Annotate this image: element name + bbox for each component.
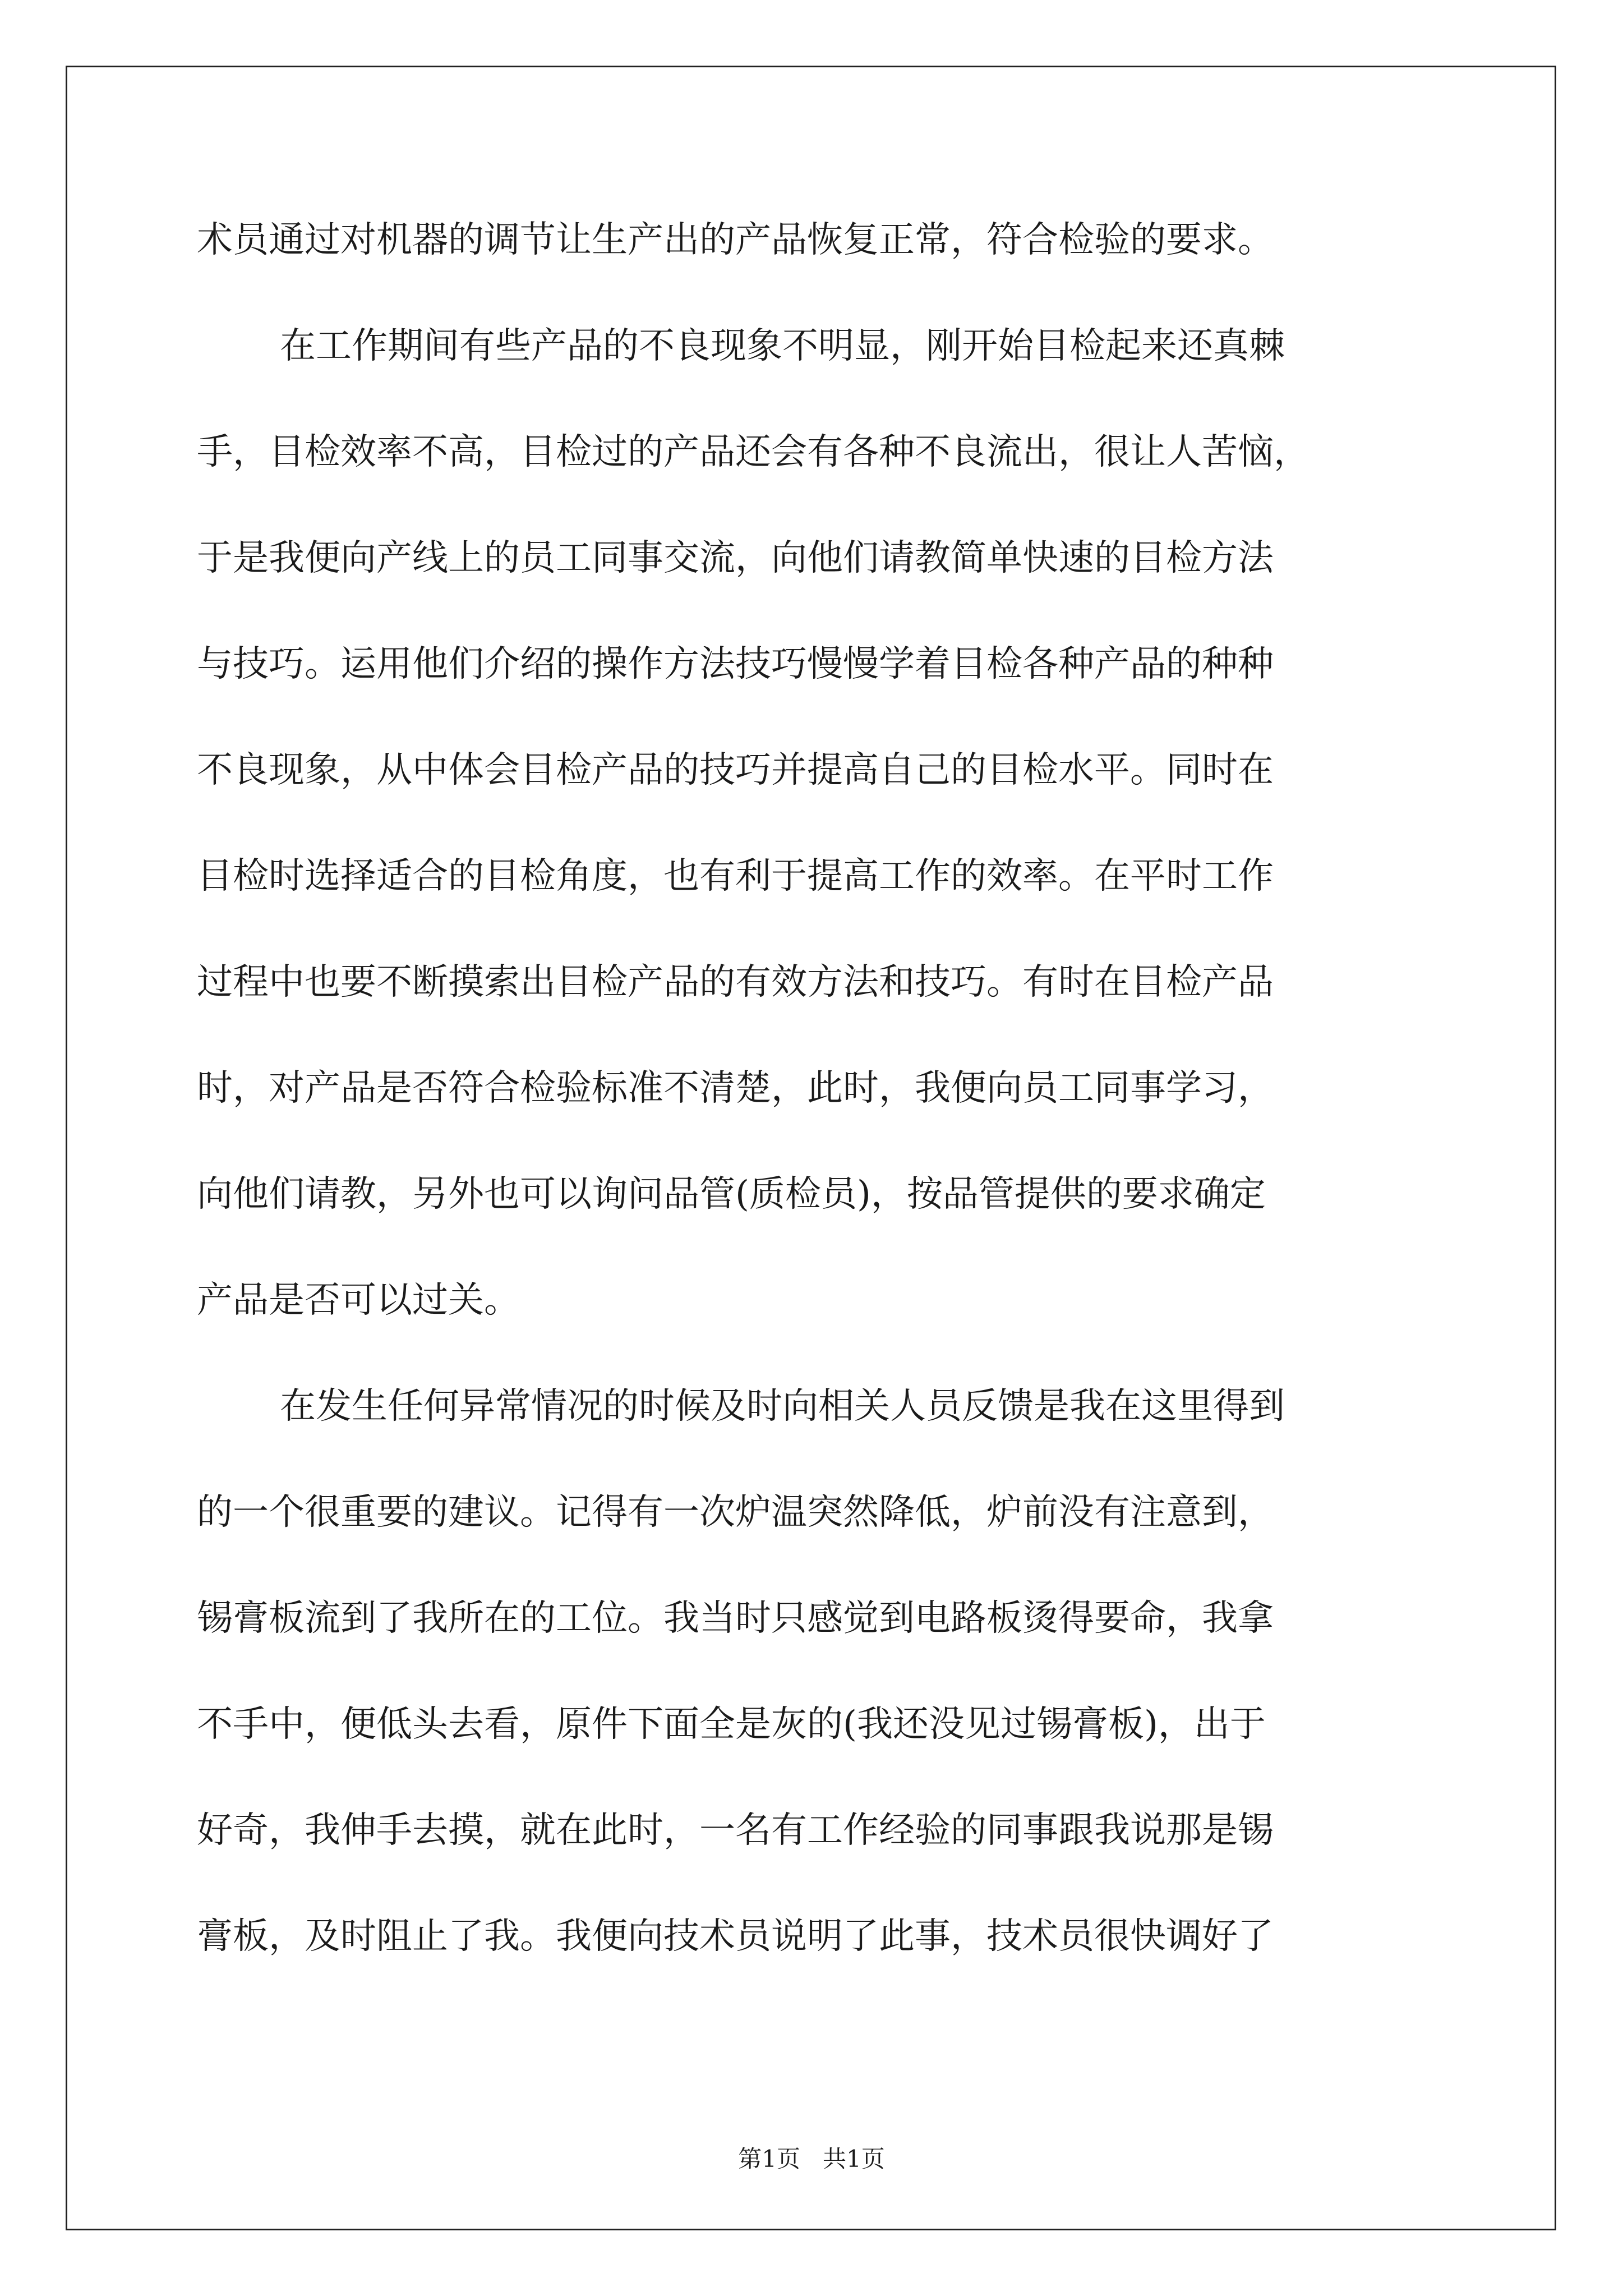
page-footer: 第1页 共1页	[738, 2145, 885, 2173]
document-body	[197, 217, 1431, 2019]
paragraph-start-line: 在工作期间有些产品的不良现象不明显，刚开始目检起来还真棘	[280, 325, 1285, 367]
text-line: 向他们请教，另外也可以询问品管(质检员)，按品管提供的要求确定	[197, 1174, 1266, 1215]
text-line: 术员通过对机器的调节让生产出的产品恢复正常，符合检验的要求。	[197, 219, 1274, 261]
text-line: 膏板，及时阻止了我。我便向技术员说明了此事，技术员很快调好了	[197, 1916, 1274, 1957]
paragraph-start-line: 在发生任何异常情况的时候及时向相关人员反馈是我在这里得到	[280, 1386, 1285, 1427]
text-line: 目检时选择适合的目检角度，也有利于提高工作的效率。在平时工作	[197, 855, 1274, 897]
text-line: 手，目检效率不高，目检过的产品还会有各种不良流出，很让人苦恼，	[197, 431, 1310, 473]
text-line: 过程中也要不断摸索出目检产品的有效方法和技巧。有时在目检产品	[197, 961, 1274, 1003]
text-line: 的一个很重要的建议。记得有一次炉温突然降低，炉前没有注意到，	[197, 1492, 1274, 1533]
text-line: 锡膏板流到了我所在的工位。我当时只感觉到电路板烫得要命，我拿	[197, 1598, 1274, 1639]
text-line: 不良现象，从中体会目检产品的技巧并提高自己的目检水平。同时在	[197, 749, 1274, 791]
text-line: 与技巧。运用他们介绍的操作方法技巧慢慢学着目检各种产品的种种	[197, 643, 1274, 685]
text-line: 产品是否可以过关。	[197, 1280, 520, 1321]
text-line: 不手中，便低头去看，原件下面全是灰的(我还没见过锡膏板)，出于	[197, 1704, 1266, 1745]
text-line: 好奇，我伸手去摸，就在此时，一名有工作经验的同事跟我说那是锡	[197, 1810, 1274, 1851]
text-line: 时，对产品是否符合检验标准不清楚，此时，我便向员工同事学习，	[197, 1068, 1274, 1109]
text-line: 于是我便向产线上的员工同事交流，向他们请教简单快速的目检方法	[197, 537, 1274, 579]
